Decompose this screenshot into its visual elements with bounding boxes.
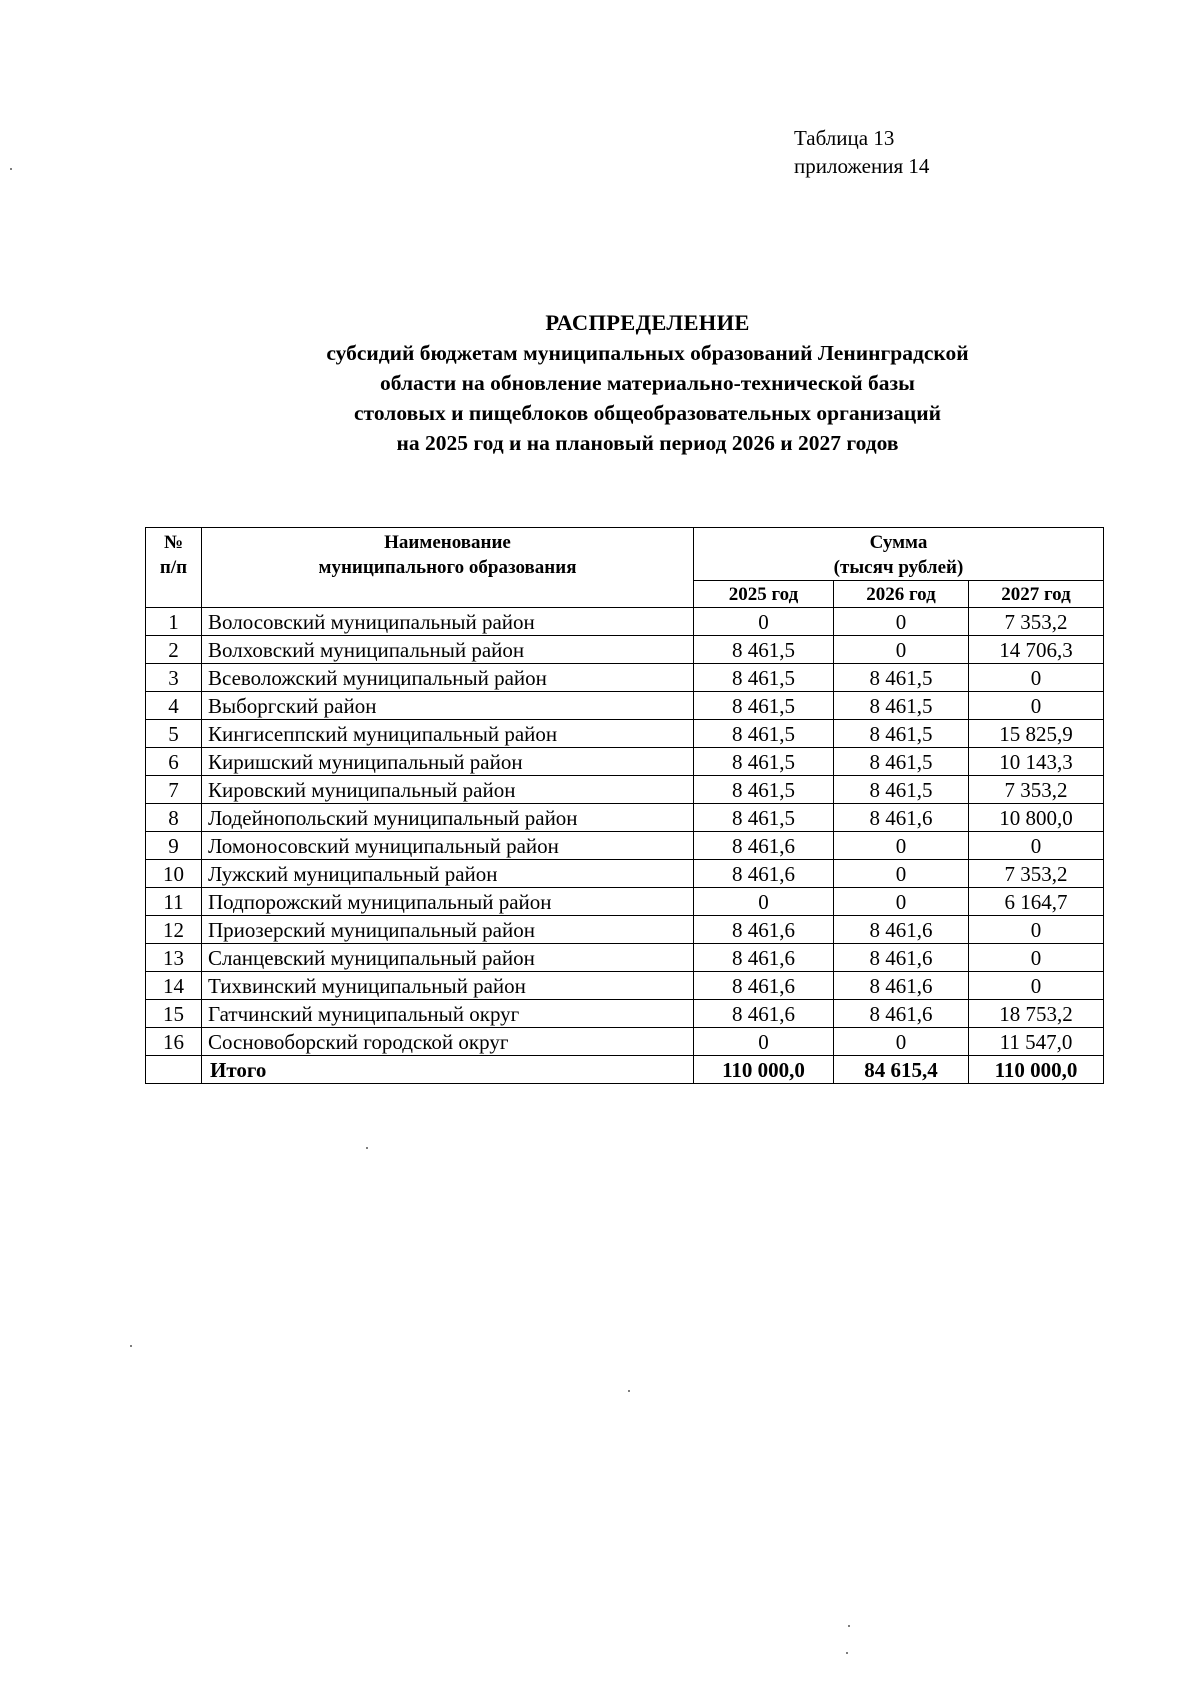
row-value-2027: 0 bbox=[969, 832, 1104, 860]
title-line-3: столовых и пищеблоков общеобразовательных организаций bbox=[354, 401, 941, 425]
appendix-number: приложения 14 bbox=[794, 154, 930, 178]
title-line-4: на 2025 год и на плановый период 2026 и 2027 годов bbox=[396, 431, 899, 455]
row-value-2027: 0 bbox=[969, 692, 1104, 720]
row-value-2026: 0 bbox=[834, 860, 969, 888]
table-body bbox=[146, 608, 1104, 1084]
row-value-2027: 7 353,2 bbox=[969, 860, 1104, 888]
row-value-2025: 8 461,6 bbox=[694, 916, 834, 944]
row-value-2025: 8 461,5 bbox=[694, 664, 834, 692]
row-number: 4 bbox=[146, 692, 202, 720]
row-number: 15 bbox=[146, 1000, 202, 1028]
total-label: Итого bbox=[202, 1056, 694, 1084]
row-value-2025: 8 461,6 bbox=[694, 1000, 834, 1028]
row-value-2025: 8 461,5 bbox=[694, 776, 834, 804]
row-municipality-name: Лодейнопольский муниципальный район bbox=[202, 804, 694, 832]
title-heading: РАСПРЕДЕЛЕНИЕ bbox=[545, 310, 750, 335]
row-value-2025: 8 461,5 bbox=[694, 748, 834, 776]
row-value-2026: 8 461,6 bbox=[834, 804, 969, 832]
row-municipality-name: Киришский муниципальный район bbox=[202, 748, 694, 776]
table-row bbox=[146, 636, 1104, 664]
scan-speck bbox=[130, 1345, 132, 1347]
row-value-2026: 8 461,6 bbox=[834, 916, 969, 944]
row-number: 14 bbox=[146, 972, 202, 1000]
row-number: 12 bbox=[146, 916, 202, 944]
row-municipality-name: Лужский муниципальный район bbox=[202, 860, 694, 888]
header-sum-line2: (тысяч рублей) bbox=[833, 557, 964, 578]
row-municipality-name: Выборгский район bbox=[202, 692, 694, 720]
total-row bbox=[146, 1056, 1104, 1084]
total-2025: 110 000,0 bbox=[694, 1056, 834, 1084]
table-row bbox=[146, 748, 1104, 776]
row-number: 13 bbox=[146, 944, 202, 972]
scan-speck bbox=[848, 1625, 850, 1627]
scan-speck bbox=[10, 168, 12, 170]
row-value-2026: 8 461,5 bbox=[834, 692, 969, 720]
row-value-2027: 10 143,3 bbox=[969, 748, 1104, 776]
header-number-line1: № bbox=[163, 532, 184, 553]
table-row bbox=[146, 608, 1104, 636]
row-number: 10 bbox=[146, 860, 202, 888]
table-row bbox=[146, 832, 1104, 860]
row-value-2025: 8 461,6 bbox=[694, 860, 834, 888]
table-row bbox=[146, 776, 1104, 804]
row-municipality-name: Всеволожский муниципальный район bbox=[202, 664, 694, 692]
row-value-2025: 8 461,6 bbox=[694, 944, 834, 972]
row-number: 6 bbox=[146, 748, 202, 776]
row-number: 11 bbox=[146, 888, 202, 916]
row-number: 1 bbox=[146, 608, 202, 636]
table-number: Таблица 13 bbox=[794, 126, 895, 150]
row-value-2027: 0 bbox=[969, 944, 1104, 972]
table-row bbox=[146, 972, 1104, 1000]
row-value-2025: 0 bbox=[694, 888, 834, 916]
row-value-2025: 8 461,5 bbox=[694, 692, 834, 720]
total-2026: 84 615,4 bbox=[834, 1056, 969, 1084]
row-value-2025: 8 461,5 bbox=[694, 636, 834, 664]
row-value-2025: 8 461,5 bbox=[694, 804, 834, 832]
table-row bbox=[146, 664, 1104, 692]
total-2027: 110 000,0 bbox=[969, 1056, 1104, 1084]
table-row bbox=[146, 888, 1104, 916]
row-municipality-name: Сланцевский муниципальный район bbox=[202, 944, 694, 972]
header-name-line1: Наименование bbox=[384, 532, 511, 553]
row-value-2027: 10 800,0 bbox=[969, 804, 1104, 832]
table-row bbox=[146, 916, 1104, 944]
row-number: 2 bbox=[146, 636, 202, 664]
row-value-2026: 8 461,6 bbox=[834, 1000, 969, 1028]
table-row bbox=[146, 804, 1104, 832]
row-municipality-name: Гатчинский муниципальный округ bbox=[202, 1000, 694, 1028]
table-row bbox=[146, 1000, 1104, 1028]
row-municipality-name: Тихвинский муниципальный район bbox=[202, 972, 694, 1000]
header-row-1 bbox=[146, 528, 1104, 581]
row-value-2026: 8 461,5 bbox=[834, 664, 969, 692]
row-value-2027: 0 bbox=[969, 664, 1104, 692]
row-value-2026: 8 461,6 bbox=[834, 972, 969, 1000]
row-value-2026: 8 461,6 bbox=[834, 944, 969, 972]
row-municipality-name: Подпорожский муниципальный район bbox=[202, 888, 694, 916]
header-sum bbox=[694, 528, 1104, 581]
row-value-2026: 8 461,5 bbox=[834, 776, 969, 804]
total-number-cell bbox=[146, 1056, 202, 1084]
row-number: 8 bbox=[146, 804, 202, 832]
row-value-2026: 0 bbox=[834, 1028, 969, 1056]
header-name bbox=[202, 528, 694, 608]
row-municipality-name: Приозерский муниципальный район bbox=[202, 916, 694, 944]
row-number: 3 bbox=[146, 664, 202, 692]
row-municipality-name: Ломоносовский муниципальный район bbox=[202, 832, 694, 860]
row-value-2027: 0 bbox=[969, 972, 1104, 1000]
scan-speck bbox=[846, 1652, 848, 1654]
row-municipality-name: Кингисеппский муниципальный район bbox=[202, 720, 694, 748]
row-municipality-name: Сосновоборский городской округ bbox=[202, 1028, 694, 1056]
row-number: 7 bbox=[146, 776, 202, 804]
header-year-2026: 2026 год bbox=[834, 581, 969, 608]
header-sum-line1: Сумма bbox=[869, 532, 928, 553]
row-value-2027: 18 753,2 bbox=[969, 1000, 1104, 1028]
row-value-2026: 0 bbox=[834, 608, 969, 636]
table-row bbox=[146, 860, 1104, 888]
header-year-2027: 2027 год bbox=[969, 581, 1104, 608]
document-title bbox=[150, 308, 1145, 458]
row-number: 9 bbox=[146, 832, 202, 860]
row-municipality-name: Волосовский муниципальный район bbox=[202, 608, 694, 636]
row-value-2026: 0 bbox=[834, 636, 969, 664]
row-value-2025: 8 461,6 bbox=[694, 972, 834, 1000]
title-line-2: области на обновление материально-технической базы bbox=[380, 371, 915, 395]
header-name-line2: муниципального образования bbox=[318, 557, 577, 578]
scan-speck bbox=[366, 1147, 368, 1149]
row-value-2027: 7 353,2 bbox=[969, 776, 1104, 804]
row-value-2025: 8 461,5 bbox=[694, 720, 834, 748]
row-value-2027: 11 547,0 bbox=[969, 1028, 1104, 1056]
table-row bbox=[146, 1028, 1104, 1056]
row-value-2026: 0 bbox=[834, 832, 969, 860]
row-value-2027: 15 825,9 bbox=[969, 720, 1104, 748]
row-value-2025: 0 bbox=[694, 608, 834, 636]
scan-speck bbox=[628, 1390, 630, 1392]
row-value-2025: 8 461,6 bbox=[694, 832, 834, 860]
row-number: 5 bbox=[146, 720, 202, 748]
table-row bbox=[146, 692, 1104, 720]
header-number-line2: п/п bbox=[159, 557, 188, 578]
row-value-2027: 14 706,3 bbox=[969, 636, 1104, 664]
title-line-1: субсидий бюджетам муниципальных образований Ленинградской bbox=[326, 341, 969, 365]
table-row bbox=[146, 720, 1104, 748]
table-reference bbox=[794, 124, 929, 180]
table-row bbox=[146, 944, 1104, 972]
row-value-2025: 0 bbox=[694, 1028, 834, 1056]
header-number bbox=[146, 528, 202, 608]
row-municipality-name: Волховский муниципальный район bbox=[202, 636, 694, 664]
row-value-2026: 0 bbox=[834, 888, 969, 916]
row-value-2027: 6 164,7 bbox=[969, 888, 1104, 916]
distribution-table bbox=[145, 527, 1104, 1084]
row-value-2026: 8 461,5 bbox=[834, 748, 969, 776]
row-value-2026: 8 461,5 bbox=[834, 720, 969, 748]
header-year-2025: 2025 год bbox=[694, 581, 834, 608]
row-municipality-name: Кировский муниципальный район bbox=[202, 776, 694, 804]
row-value-2027: 7 353,2 bbox=[969, 608, 1104, 636]
row-value-2027: 0 bbox=[969, 916, 1104, 944]
row-number: 16 bbox=[146, 1028, 202, 1056]
